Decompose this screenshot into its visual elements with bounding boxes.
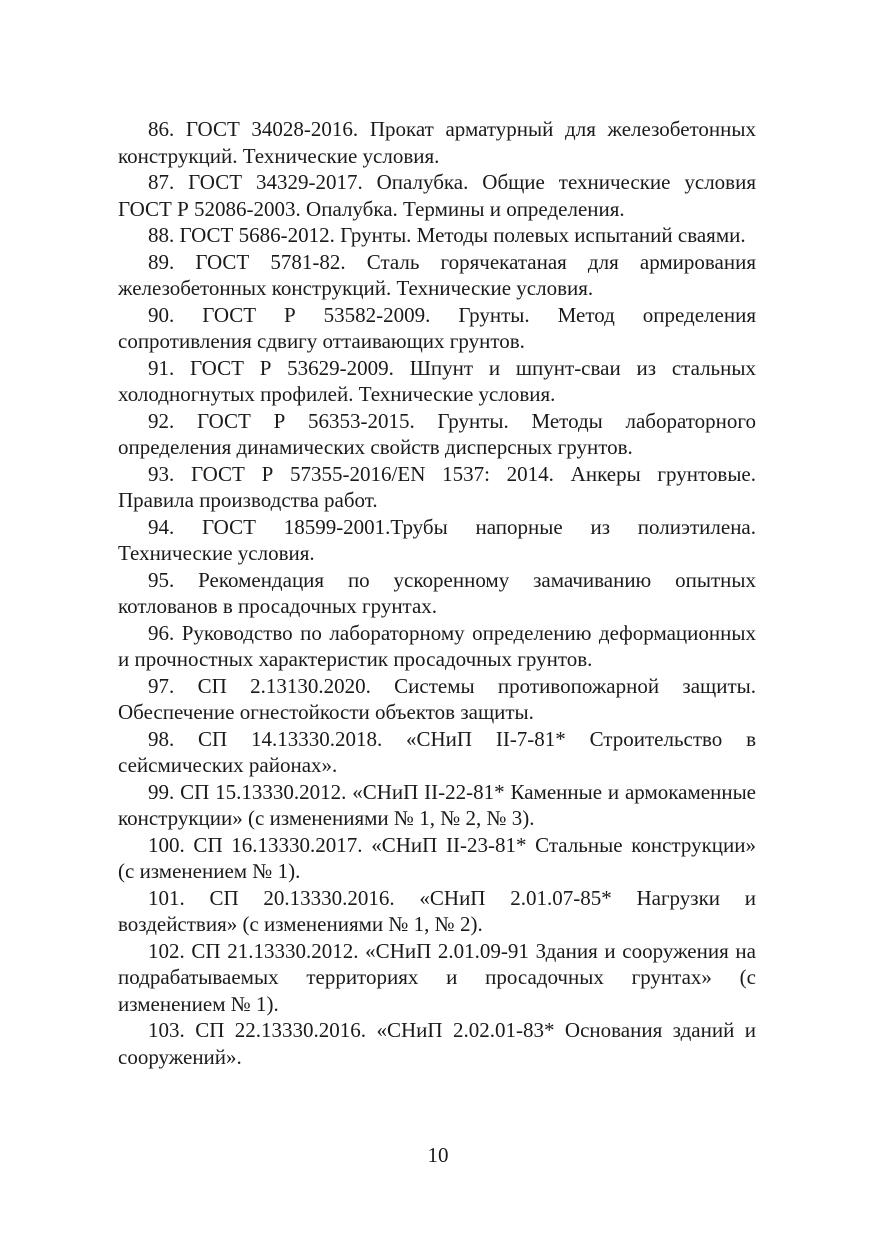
reference-item-87: 87. ГОСТ 34329-2017. Опалубка. Общие технические условия ГОСТ Р 52086-2003. Опалубка. Термины и определения.	[118, 170, 756, 221]
reference-item-86: 86. ГОСТ 34028-2016. Прокат арматурный для железобетонных конструкций. Технические условия.	[118, 117, 756, 168]
reference-item-99: 99. СП 15.13330.2012. «СНиП II-22-81* Каменные и армокаменные конструкции» (с изменениями № 1, № 2, № 3).	[118, 779, 756, 830]
reference-item-103: 103. СП 22.13330.2016. «СНиП 2.02.01-83* Основания зданий и сооружений».	[118, 1018, 756, 1069]
reference-list	[118, 116, 756, 1070]
reference-item-101: 101. СП 20.13330.2016. «СНиП 2.01.07-85* Нагрузки и воздействия» (с изменениями № 1, № 2).	[118, 885, 756, 936]
reference-item-97: 97. СП 2.13130.2020. Системы противопожарной защиты. Обеспечение огнестойкости объектов защиты.	[118, 673, 756, 724]
reference-item-95: 95. Рекомендация по ускоренному замачиванию опытных котлованов в просадочных грунтах.	[118, 567, 756, 618]
page-number: 10	[427, 1143, 449, 1167]
reference-item-96: 96. Руководство по лабораторному определению деформационных и прочностных характеристик просадочных грунтов.	[118, 620, 756, 671]
reference-item-89: 89. ГОСТ 5781-82. Сталь горячекатаная для армирования железобетонных конструкций. Технические условия.	[118, 249, 756, 300]
reference-item-92: 92. ГОСТ Р 56353-2015. Грунты. Методы лабораторного определения динамических свойств дисперсных грунтов.	[118, 408, 756, 459]
reference-item-100: 100. СП 16.13330.2017. «СНиП II-23-81* Стальные конструкции» (с изменением № 1).	[118, 832, 756, 883]
reference-item-94: 94. ГОСТ 18599-2001.Трубы напорные из полиэтилена. Технические условия.	[118, 514, 756, 565]
reference-item-88: 88. ГОСТ 5686-2012. Грунты. Методы полевых испытаний сваями.	[148, 223, 746, 247]
reference-item-90: 90. ГОСТ Р 53582-2009. Грунты. Метод определения сопротивления сдвигу оттаивающих грунтов.	[118, 302, 756, 353]
reference-item-102: 102. СП 21.13330.2012. «СНиП 2.01.09-91 Здания и сооружения на подрабатываемых территориях и просадочных грунтах» (с изменением № 1).	[118, 938, 756, 1016]
reference-item-98: 98. СП 14.13330.2018. «СНиП II-7-81* Строительство в сейсмических районах».	[118, 726, 756, 777]
reference-item-91: 91. ГОСТ Р 53629-2009. Шпунт и шпунт-сваи из стальных холодногнутых профилей. Технические условия.	[118, 355, 756, 406]
reference-item-93: 93. ГОСТ Р 57355-2016/EN 1537: 2014. Анкеры грунтовые. Правила производства работ.	[118, 461, 756, 512]
